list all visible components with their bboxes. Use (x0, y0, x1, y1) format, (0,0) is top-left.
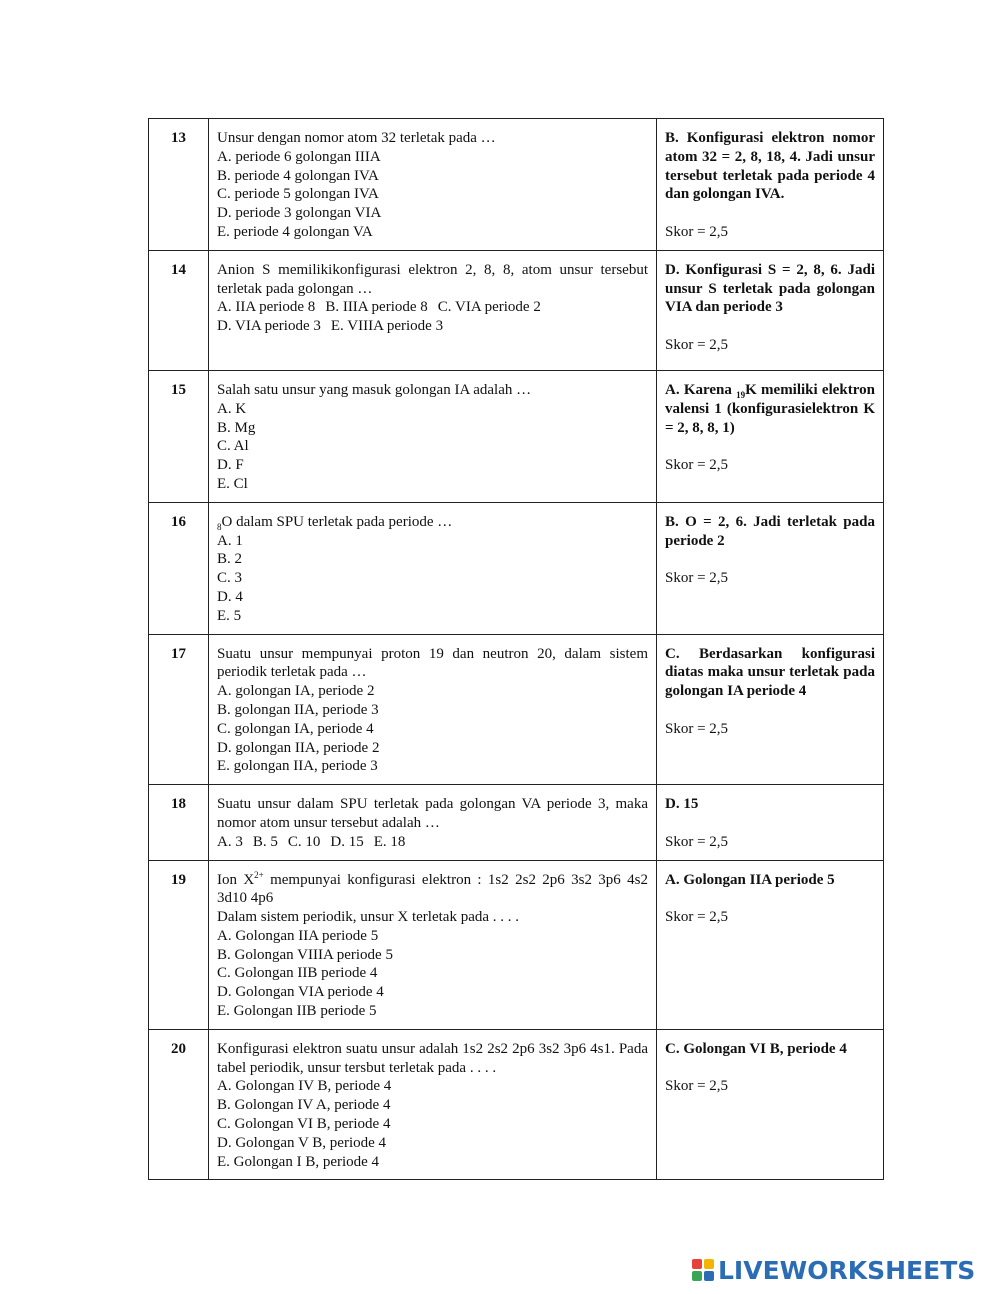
question-table (148, 118, 884, 1180)
answer-cell (657, 785, 884, 860)
option-b: B. 2 (217, 551, 243, 568)
score-text: Skor = 2,5 (665, 1078, 729, 1095)
question-text: Konfigurasi elektron suatu unsur adalah 1s2 2s2 2p6 3s2 3p6 4s1. Pada tabel periodik, unsur tersbut terletak pada . . . . (217, 1040, 648, 1076)
score-text: Skor = 2,5 (665, 720, 729, 737)
answer-cell (657, 370, 884, 502)
question-row (149, 634, 884, 785)
options-line-1 (217, 298, 648, 317)
option-d: D. F (217, 457, 244, 474)
option-a: A. Golongan IIA periode 5 (217, 927, 379, 944)
option-a: A. 1 (217, 532, 243, 549)
option-c: C. golongan IA, periode 4 (217, 720, 374, 737)
option-b: B. Golongan IV A, periode 4 (217, 1097, 391, 1114)
question-post: O dalam SPU terletak pada periode … (221, 513, 453, 530)
question-number: 18 (149, 785, 209, 860)
option-e: E. golongan IIA, periode 3 (217, 758, 378, 775)
option-d: D. periode 3 golongan VIA (217, 205, 382, 222)
option-e: E. VIIIA periode 3 (330, 318, 444, 335)
option-b: B. Golongan VIIIA periode 5 (217, 946, 393, 963)
question-text (217, 871, 648, 909)
logo-tile-blue (704, 1271, 714, 1281)
options-line-2 (217, 317, 648, 336)
score-text: Skor = 2,5 (665, 570, 729, 587)
question-row (149, 370, 884, 502)
question-row (149, 860, 884, 1029)
question-row (149, 502, 884, 634)
answer-text: B. O = 2, 6. Jadi terletak pada periode 2 (665, 513, 875, 549)
question-number: 17 (149, 634, 209, 785)
logo-tile-red (692, 1259, 702, 1269)
question-cell (209, 860, 657, 1029)
question-cell (209, 119, 657, 251)
answer-cell (657, 502, 884, 634)
option-b: B. Mg (217, 419, 256, 436)
option-e: E. 5 (217, 607, 242, 624)
option-d: D. 4 (217, 588, 243, 605)
logo-tile-green (692, 1271, 702, 1281)
answer-text: C. Golongan VI B, periode 4 (665, 1040, 847, 1057)
option-c: C. periode 5 golongan IVA (217, 186, 379, 203)
question-number: 20 (149, 1029, 209, 1180)
question-cell (209, 370, 657, 502)
question-row (149, 250, 884, 370)
option-e: E. 18 (373, 833, 406, 850)
answer-cell (657, 119, 884, 251)
answer-cell (657, 634, 884, 785)
option-b: B. periode 4 golongan IVA (217, 167, 379, 184)
logo-tiles-icon (692, 1259, 714, 1281)
option-b: B. IIIA periode 8 (325, 299, 428, 316)
logo-text: LIVEWORKSHEETS (718, 1255, 976, 1285)
question-text: Unsur dengan nomor atom 32 terletak pada … (217, 130, 496, 146)
question-text (217, 513, 648, 532)
question-post: mempunyai konfigurasi elektron : 1s2 2s2 2p6 3s2 3p6 4s2 3d10 4p6 (217, 871, 648, 907)
liveworksheets-logo[interactable] (692, 1256, 975, 1284)
question-row (149, 785, 884, 860)
option-c: C. Al (217, 438, 249, 455)
ion-charge: 2+ (254, 869, 264, 880)
answer-cell (657, 250, 884, 370)
question-cell (209, 634, 657, 785)
option-d: D. golongan IIA, periode 2 (217, 739, 380, 756)
question-cell (209, 502, 657, 634)
logo-tile-yellow (704, 1259, 714, 1269)
option-a: A. IIA periode 8 (217, 299, 316, 316)
question-text: Suatu unsur mempunyai proton 19 dan neutron 20, dalam sistem periodik terletak pada … (217, 645, 648, 681)
option-c: C. 3 (217, 570, 243, 587)
atomic-number: 8 (217, 521, 222, 532)
answer-text: D. 15 (665, 796, 699, 813)
question-number: 13 (149, 119, 209, 251)
question-pre: Ion X (217, 871, 255, 888)
score-text: Skor = 2,5 (665, 336, 729, 353)
option-c: C. Golongan IIB periode 4 (217, 965, 378, 982)
score-text: Skor = 2,5 (665, 223, 729, 240)
question-cell (209, 785, 657, 860)
option-d: D. Golongan VIA periode 4 (217, 984, 384, 1001)
option-c: C. 10 (287, 833, 321, 850)
option-d: D. 15 (330, 833, 364, 850)
option-a: A. Golongan IV B, periode 4 (217, 1078, 392, 1095)
option-e: E. Golongan I B, periode 4 (217, 1153, 380, 1170)
question-cell (209, 1029, 657, 1180)
question-text: Anion S memilikikonfigurasi elektron 2, 8, 8, atom unsur tersebut terletak pada golongan … (217, 261, 648, 297)
option-a: A. golongan IA, periode 2 (217, 683, 375, 700)
question-cell (209, 250, 657, 370)
question-number: 19 (149, 860, 209, 1029)
option-a: A. periode 6 golongan IIIA (217, 148, 381, 165)
option-e: E. periode 4 golongan VA (217, 223, 373, 240)
question-number: 15 (149, 370, 209, 502)
atomic-number: 19 (736, 389, 746, 400)
options-line (217, 833, 648, 852)
option-c: C. Golongan VI B, periode 4 (217, 1116, 391, 1133)
answer-cell (657, 1029, 884, 1180)
score-text: Skor = 2,5 (665, 833, 729, 850)
option-a: A. K (217, 400, 247, 417)
option-d: D. Golongan V B, periode 4 (217, 1134, 387, 1151)
question-text: Suatu unsur dalam SPU terletak pada golongan VA periode 3, maka nomor atom unsur tersebut adalah … (217, 796, 648, 831)
answer-text (665, 381, 875, 437)
answer-text: B. Konfigurasi elektron nomor atom 32 = 2, 8, 18, 4. Jadi unsur tersebut terletak pada periode 4 dan golongan IVA. (665, 130, 875, 203)
answer-post: K memiliki elektron valensi 1 (konfigurasielektron K = 2, 8, 8, 1) (665, 381, 875, 436)
option-b: B. golongan IIA, periode 3 (217, 701, 379, 718)
question-text: Salah satu unsur yang masuk golongan IA adalah … (217, 381, 532, 398)
score-text: Skor = 2,5 (665, 457, 729, 474)
answer-text: D. Konfigurasi S = 2, 8, 6. Jadi unsur S terletak pada golongan VIA dan periode 3 (665, 261, 875, 316)
answer-text: A. Golongan IIA periode 5 (665, 871, 835, 888)
option-e: E. Golongan IIB periode 5 (217, 1003, 377, 1020)
question-text-2: Dalam sistem periodik, unsur X terletak pada . . . . (217, 909, 520, 926)
option-e: E. Cl (217, 475, 248, 492)
answer-text: C. Berdasarkan konfigurasi diatas maka unsur terletak pada golongan IA periode 4 (665, 645, 875, 700)
option-a: A. 3 (217, 833, 243, 850)
question-row (149, 119, 884, 251)
question-number: 14 (149, 250, 209, 370)
score-text: Skor = 2,5 (665, 909, 729, 926)
answer-pre: A. Karena (665, 381, 737, 398)
question-row (149, 1029, 884, 1180)
question-number: 16 (149, 502, 209, 634)
answer-cell (657, 860, 884, 1029)
option-c: C. VIA periode 2 (437, 299, 541, 316)
option-b: B. 5 (252, 833, 278, 850)
option-d: D. VIA periode 3 (217, 318, 321, 335)
